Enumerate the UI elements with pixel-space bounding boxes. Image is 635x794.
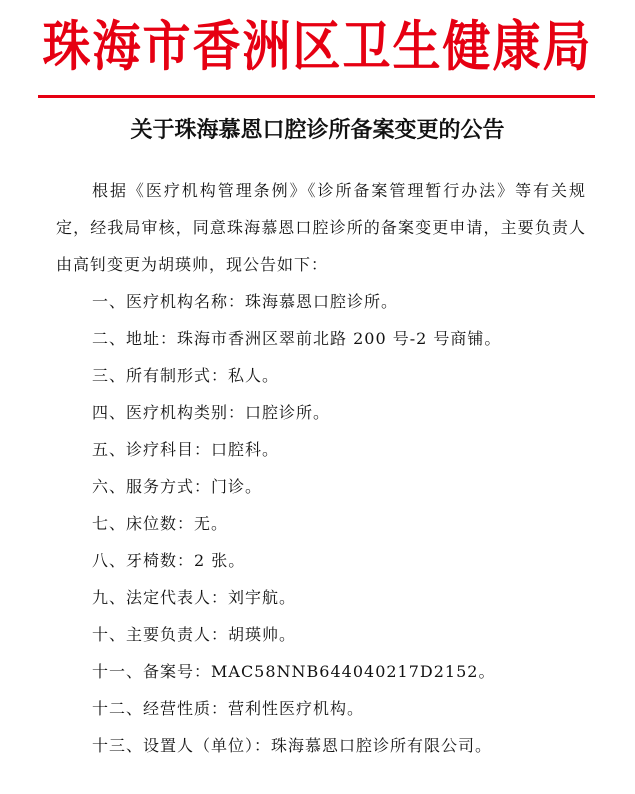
- list-item: 十一、备案号：MAC58NNB644040217D2152。: [92, 662, 496, 681]
- list-item: 十三、设置人（单位）：珠海慕恩口腔诊所有限公司。: [92, 736, 493, 755]
- list-item: 十、主要负责人：胡瑛帅。: [92, 625, 297, 644]
- agency-name: 珠海市香洲区卫生健康局: [42, 15, 593, 79]
- red-divider-line: [38, 95, 595, 98]
- notice-intro: 根据《医疗机构管理条例》《诊所备案管理暂行办法》等有关规定，经我局审核，同意珠海慕恩口腔诊所的备案变更申请，主要负责人由高钊变更为胡瑛帅，现公告如下：: [56, 181, 586, 274]
- agency-masthead: [0, 8, 635, 86]
- list-item: 四、医疗机构类别：口腔诊所。: [92, 403, 331, 422]
- list-item: 十二、经营性质：营利性医疗机构。: [92, 699, 365, 718]
- notice-title: 关于珠海慕恩口腔诊所备案变更的公告: [130, 118, 505, 143]
- list-item: 五、诊疗科目：口腔科。: [92, 440, 280, 459]
- list-item: 一、医疗机构名称：珠海慕恩口腔诊所。: [92, 292, 399, 311]
- list-item: 七、床位数：无。: [92, 514, 229, 533]
- notice-item-list: [56, 283, 586, 764]
- list-item: 八、牙椅数：2 张。: [92, 551, 246, 570]
- list-item: 三、所有制形式：私人。: [92, 366, 280, 385]
- list-item: 九、法定代表人：刘宇航。: [92, 588, 297, 607]
- notice-body: [56, 172, 586, 764]
- list-item: 二、地址：珠海市香洲区翠前北路 200 号-2 号商铺。: [92, 329, 502, 348]
- list-item: 六、服务方式：门诊。: [92, 477, 263, 496]
